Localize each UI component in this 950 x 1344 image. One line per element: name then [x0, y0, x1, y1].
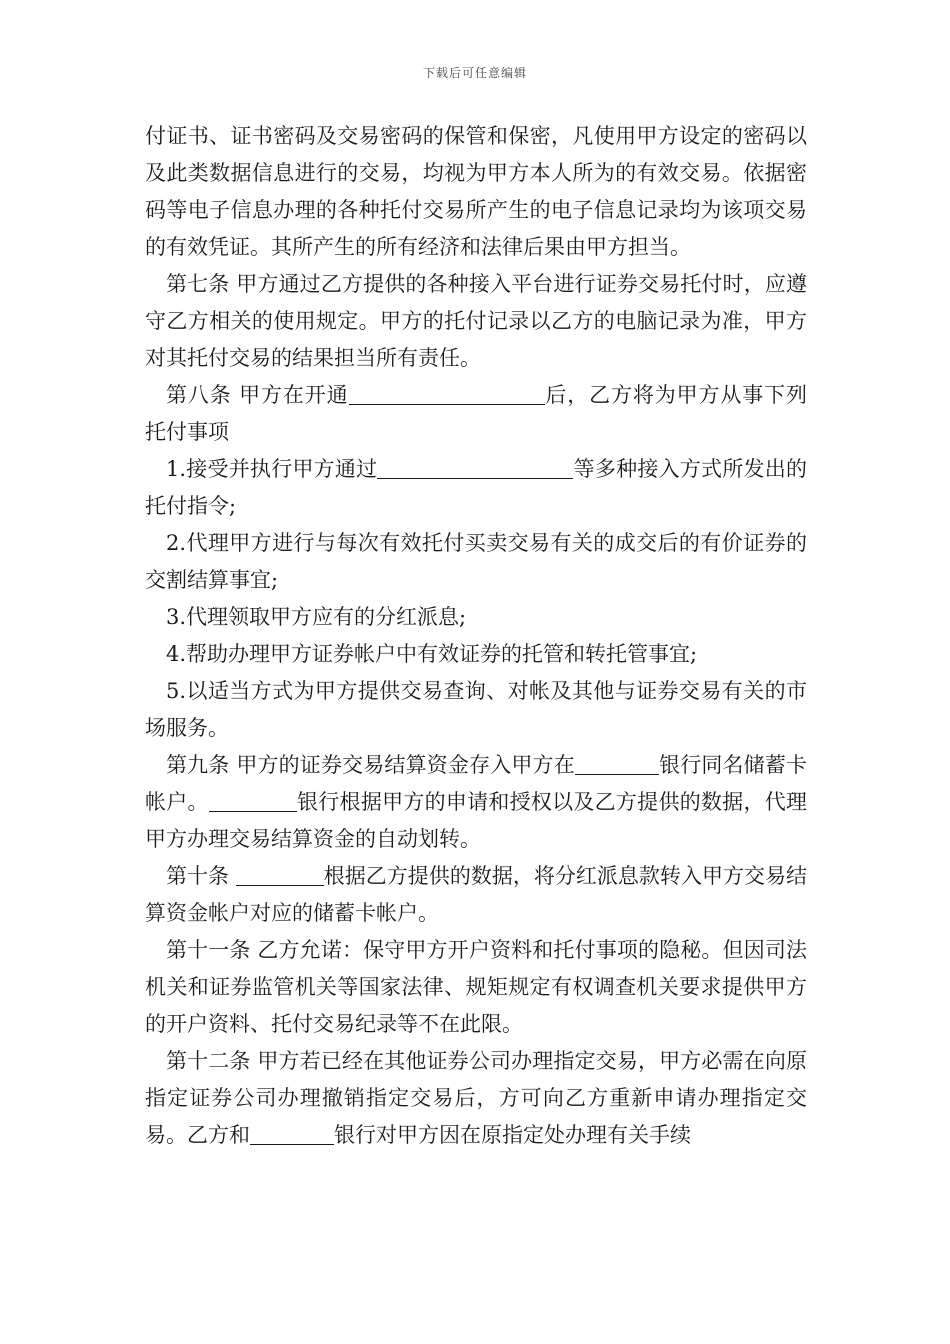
article-8: [145, 377, 807, 451]
article-9-text-c: 银行根据甲方的申请和授权以及乙方提供的数据，代理甲方办理交易结算资金的自动划转。: [145, 790, 808, 851]
fill-in-blank: [349, 382, 545, 405]
article-10-text-a: 第十条: [166, 864, 236, 888]
article-8-text-start: 第八条 甲方在开通: [166, 383, 349, 407]
fill-in-blank: [575, 752, 659, 775]
article-9-text-a: 第九条 甲方的证券交易结算资金存入甲方在: [166, 753, 575, 777]
fill-in-blank: [209, 789, 297, 812]
document-body: [145, 118, 807, 1154]
article-7: 第七条 甲方通过乙方提供的各种接入平台进行证券交易托付时，应遵守乙方相关的使用规定。甲方的托付记录以乙方的电脑记录为准，甲方对其托付交易的结果担当所有责任。: [145, 272, 807, 370]
paragraph-password-custody: 付证书、证书密码及交易密码的保管和保密，凡使用甲方设定的密码以及此类数据信息进行的交易，均视为甲方本人所为的有效交易。依据密码等电子信息办理的各种托付交易所产生的电子信息记录均为该项交易的有效凭证。其所产生的所有经济和法律后果由甲方担当。: [145, 124, 807, 259]
list-item-1-text-end: 等多种接入方式所发出的托付指令;: [145, 457, 807, 518]
article-10: [145, 858, 807, 932]
page-header: 下载后可任意编辑: [422, 66, 527, 80]
article-8-text-end: 后，乙方将为甲方从事下列托付事项: [145, 383, 807, 444]
list-item-1: [145, 451, 807, 525]
article-9-text-b: 银行同名储蓄卡帐户。: [145, 753, 807, 814]
fill-in-blank: [250, 1122, 334, 1145]
list-item-1-text-start: 1.接受并执行甲方通过: [166, 457, 378, 481]
article-11: 第十一条 乙方允诺：保守甲方开户资料和托付事项的隐秘。但因司法机关和证券监管机关等国家法律、规矩规定有权调查机关要求提供甲方的开户资料、托付交易纪录等不在此限。: [145, 938, 807, 1036]
list-item-3: 3.代理领取甲方应有的分红派息;: [166, 605, 467, 629]
article-9: [145, 747, 807, 858]
article-10-text-b: 根据乙方提供的数据，将分红派息款转入甲方交易结算资金帐户对应的储蓄卡帐户。: [145, 864, 807, 925]
list-item-5: 5.以适当方式为甲方提供交易查询、对帐及其他与证券交易有关的市场服务。: [145, 679, 807, 740]
article-12: [145, 1043, 807, 1154]
article-12-text-b: 银行对甲方因在原指定处办理有关手续: [334, 1123, 691, 1147]
list-item-4: 4.帮助办理甲方证券帐户中有效证券的托管和转托管事宜;: [166, 642, 698, 666]
article-12-text-a: 第十二条 甲方若已经在其他证券公司办理指定交易，甲方必需在向原指定证券公司办理撤销指定交易后，方可向乙方重新申请办理指定交易。乙方和: [145, 1049, 807, 1147]
list-item-2: 2.代理甲方进行与每次有效托付买卖交易有关的成交后的有价证券的交割结算事宜;: [145, 531, 807, 592]
fill-in-blank: [236, 863, 324, 886]
fill-in-blank: [377, 456, 573, 479]
